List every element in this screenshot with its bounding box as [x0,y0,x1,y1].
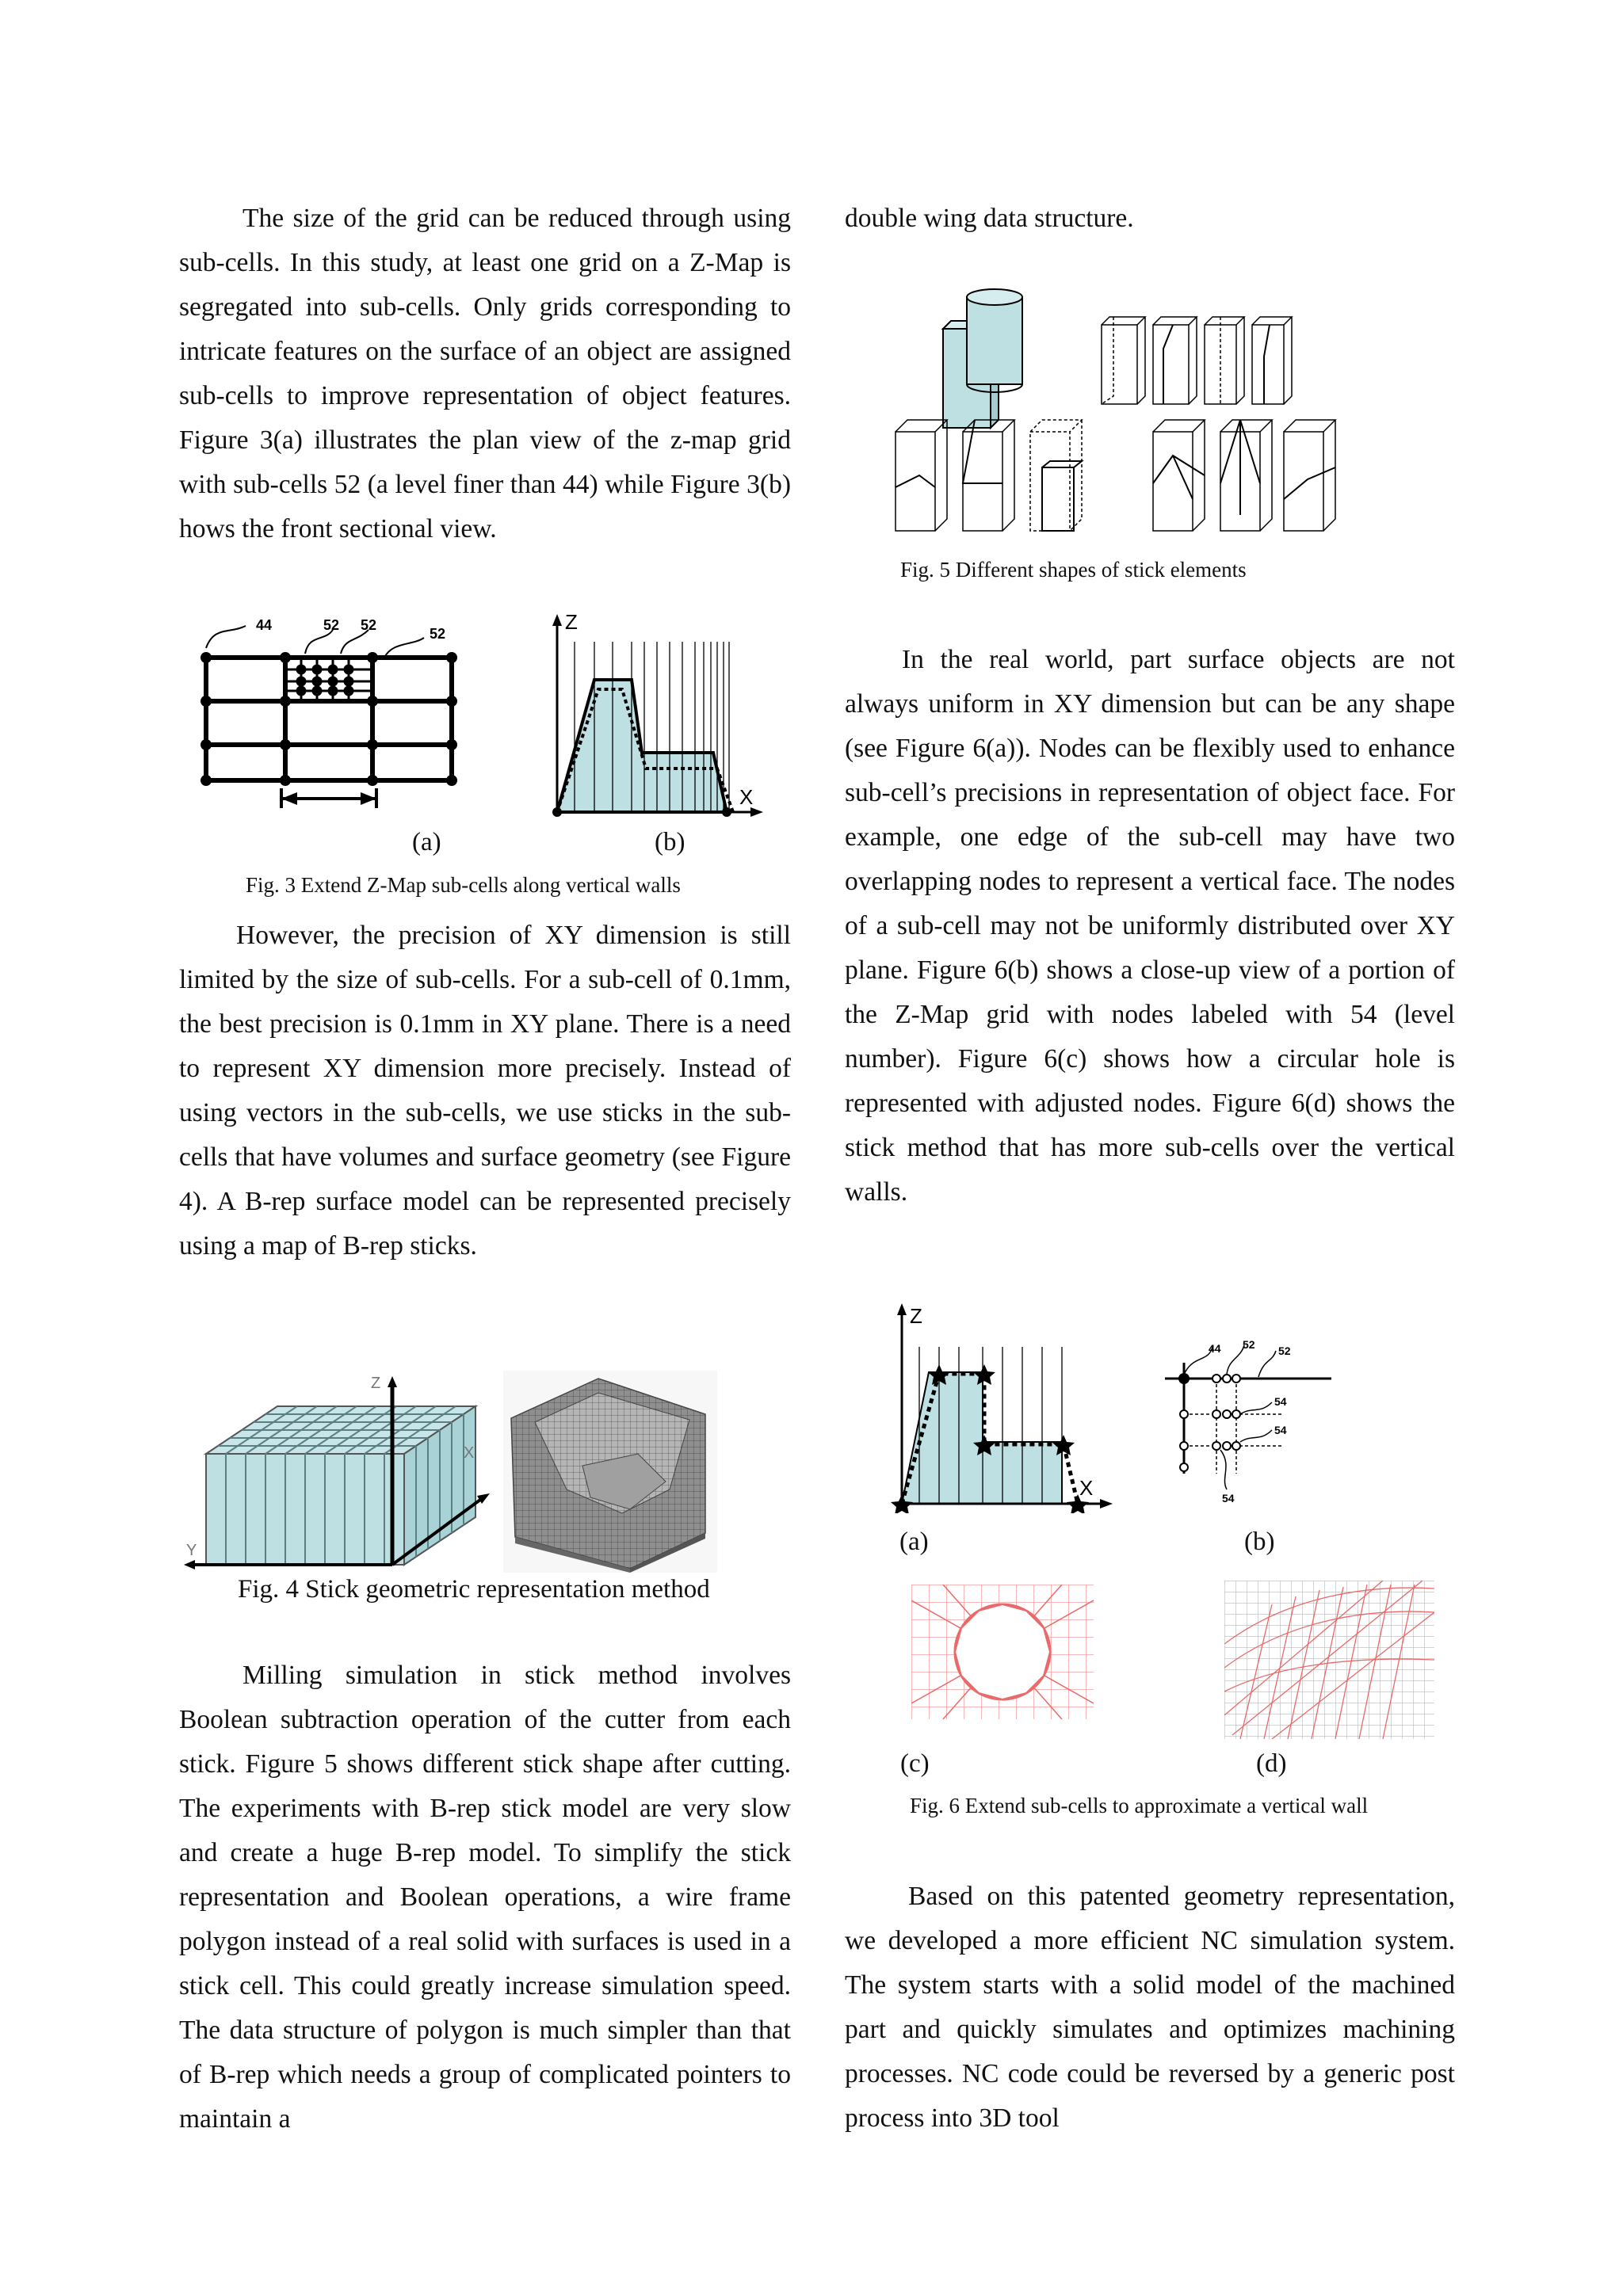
figure-6d-label: (d) [1256,1749,1287,1778]
figure-3a-grid [198,610,475,808]
figure-3a-label: (a) [412,828,441,856]
right-paragraph-1: double wing data structure. [845,204,1134,233]
axis-x-label: X [464,1444,475,1462]
left-column [179,196,791,551]
label-52-second: 52 [1278,1344,1291,1357]
figure-6c-circular-hole [911,1585,1094,1719]
left-paragraph-2: However, the precision of XY dimension is still limited by the size of sub-cells. For a sub-cell of 0.1mm, the best precision is 0.1mm in XY plane. There is a need to represent XY dimension more precisely. Instead of using vectors in the sub-cells, we use sticks in the sub-cells that have volumes and surface geometry (see Figure 4). A B-rep surface model can be represented precisely using a map of B-rep sticks. [179,921,791,1261]
label-54-third: 54 [1222,1492,1235,1505]
right-column-top [845,196,1455,241]
figure-6b-node-grid [1165,1339,1339,1513]
left-paragraph-1: The size of the grid can be reduced through using sub-cells. In this study, at least one grid on a Z-Map is segregated into sub-cells. Only grids corresponding to intricate features on the surface of an object are assigned sub-cells to improve representation of object features. Figure 3(a) illustrates the plan view of the z-map grid with sub-cells 52 (a level finer than 44) while Figure 3(b) hows the front sectional view. [179,204,791,543]
right-paragraph-3: Based on this patented geometry representation, we developed a more efficient NC simulation system. The system starts with a solid model of the machined part and quickly simulates and optimizes machining processes. NC code could be reversed by a generic post process into 3D tool [845,1882,1455,2133]
figure-4-mesh-model [503,1371,717,1573]
figure-5-stick-shapes [888,285,1426,543]
axis-x-label: X [1079,1476,1094,1500]
axis-z-label: Z [565,610,578,634]
label-52-third: 52 [430,626,446,642]
axis-z-label: Z [371,1375,381,1392]
figure-5-caption: Fig. 5 Different shapes of stick elements [900,558,1247,582]
figure-6b-label: (b) [1244,1527,1275,1556]
label-54-first: 54 [1274,1395,1287,1408]
right-column-middle [845,638,1455,1215]
axis-x-label: X [739,785,754,809]
label-52-first: 52 [1243,1339,1255,1351]
right-column-bottom [845,1875,1455,2141]
label-52-second: 52 [361,617,377,633]
label-52-first: 52 [323,617,340,633]
label-44: 44 [256,617,273,633]
figure-6d-stick-mesh [1224,1581,1434,1739]
left-column-middle [179,913,791,1268]
figure-6a-section [888,1299,1117,1513]
axis-z-label: Z [910,1304,922,1328]
label-54-second: 54 [1274,1424,1287,1436]
figure-6a-label: (a) [899,1527,929,1556]
axis-y-label: Y [186,1542,197,1559]
figure-6c-label: (c) [900,1749,930,1778]
figure-6-caption: Fig. 6 Extend sub-cells to approximate a vertical wall [910,1794,1369,1817]
label-44: 44 [1209,1342,1221,1355]
left-column-bottom [179,1653,791,2142]
figure-4-stick-block [182,1367,491,1573]
figure-3-caption: Fig. 3 Extend Z-Map sub-cells along vertical walls [246,873,681,897]
left-paragraph-3: Milling simulation in stick method involves Boolean subtraction operation of the cutter from each stick. Figure 5 shows different stick shape after cutting. The experiments with B-rep stick model are very slow and create a huge B-rep model. To simplify the stick representation and Boolean operations, a wire frame polygon instead of a real solid with surfaces is used in a stick cell. This could greatly increase simulation speed. The data structure of polygon is much simpler than that of B-rep which needs a group of complicated pointers to maintain a [179,1661,791,2134]
figure-3b-section [543,610,765,824]
figure-3b-label: (b) [655,828,685,856]
figure-4-caption: Fig. 4 Stick geometric representation method [238,1575,710,1604]
right-paragraph-2: In the real world, part surface objects are not always uniform in XY dimension but can be any shape (see Figure 6(a)). Nodes can be flexibly used to enhance sub-cell’s precisions in representation of object face. For example, one edge of the sub-cell may have two overlapping nodes to represent a vertical face. The nodes of a sub-cell may not be uniformly distributed over XY plane. Figure 6(b) shows a close-up view of a portion of the Z-Map grid with nodes labeled with 54 (level number). Figure 6(c) shows how a circular hole is represented with adjusted nodes. Figure 6(d) shows the stick method that has more sub-cells over the vertical walls. [845,645,1455,1207]
